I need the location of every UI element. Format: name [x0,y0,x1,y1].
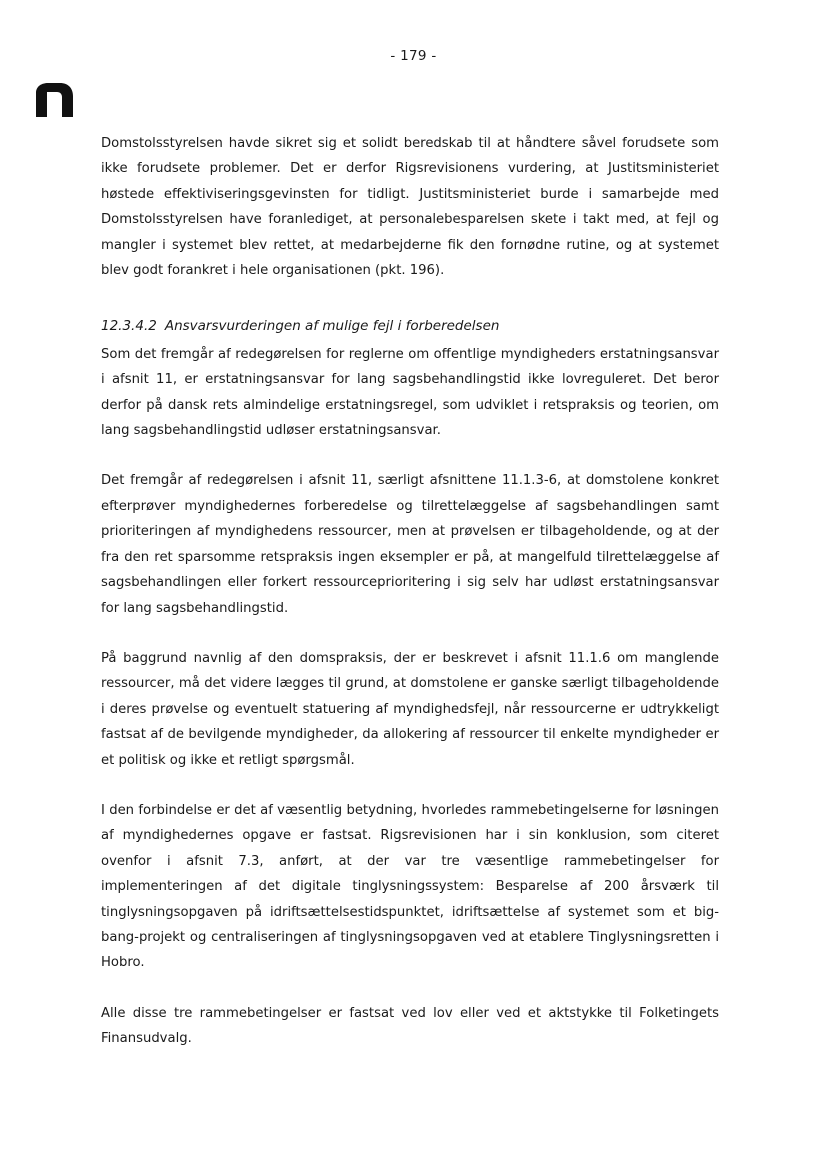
body-paragraph: På baggrund navnlig af den domspraksis, der er beskrevet i afsnit 11.1.6 om manglende ressourcer, må det videre lægges til grund, at domstolene er ganske særligt tilbageholdende i deres prøvelse og eventuelt statuering af myndighedsfejl, når ressourcerne er udtrykkeligt fastsat af de bevilgende myndigheder, da allokering af ressourcer til enkelte myndigheder er et politisk og ikke et retligt spørgsmål. [101,650,719,768]
document-body [101,131,719,1052]
body-paragraph: I den forbindelse er det af væsentlig betydning, hvorledes rammebetingelserne for løsningen af myndighedernes opgave er fastsat. Rigsrevisionen har i sin konklusion, som citeret ovenfor i afsnit 7.3, anført, at der var tre væsentlige rammebetingelser for implementeringen af det digitale tinglysningssystem: Besparelse af 200 årsværk til tinglysningsopgaven på idriftsættelsestidspunktet, idriftsættelse af systemet som et big-bang-projekt og centraliseringen af tinglysningsopgaven ved at etablere Tinglysningsretten i Hobro. [101,802,719,971]
body-paragraph: Alle disse tre rammebetingelser er fastsat ved lov eller ved et aktstykke til Folketingets Finansudvalg. [101,1005,719,1047]
body-paragraph: Domstolsstyrelsen havde sikret sig et solidt beredskab til at håndtere såvel forudsete som ikke forudsete problemer. Det er derfor Rigsrevisionens vurdering, at Justitsministeriet høstede effektiviseringsgevinsten for tidligt. Justitsministeriet burde i samarbejde med Domstolsstyrelsen have foranlediget, at personalebesparelsen skete i takt med, at fejl og mangler i systemet blev rettet, at medarbejderne fik den fornødne rutine, og at systemet blev godt forankret i hele organisationen (pkt. 196). [101,136,719,279]
section-heading [101,314,719,339]
body-paragraph: Det fremgår af redegørelsen i afsnit 11, særligt afsnittene 11.1.3-6, at domstolene konkret efterprøver myndighedernes forberedelse og tilrettelæggelse af sagsbehandlingen samt prioriteringen af myndighedens ressourcer, men at prøvelsen er tilbageholdende, og at der fra den ret sparsomme retspraksis ingen eksempler er på, at mangelfuld tilrettelæggelse af sagsbehandlingen eller forkert ressourceprioritering i sig selv har udløst erstatningsansvar for lang sagsbehandlingstid. [101,473,719,616]
section-number: 12.3.4.2 [101,318,157,335]
body-paragraph: Som det fremgår af redegørelsen for reglerne om offentlige myndigheders erstatningsansvar i afsnit 11, er erstatningsansvar for lang sagsbehandlingstid ikke lovreguleret. Det beror derfor på dansk rets almindelige erstatningsregel, som udviklet i retspraksis og teorien, om lang sagsbehandlingstid udløser erstatningsansvar. [101,346,719,439]
page-number: - 179 - [390,48,437,64]
rigsrevisionen-logo-icon [33,82,75,118]
section-title: Ansvarsvurderingen af mulige fejl i forberedelsen [164,318,500,335]
